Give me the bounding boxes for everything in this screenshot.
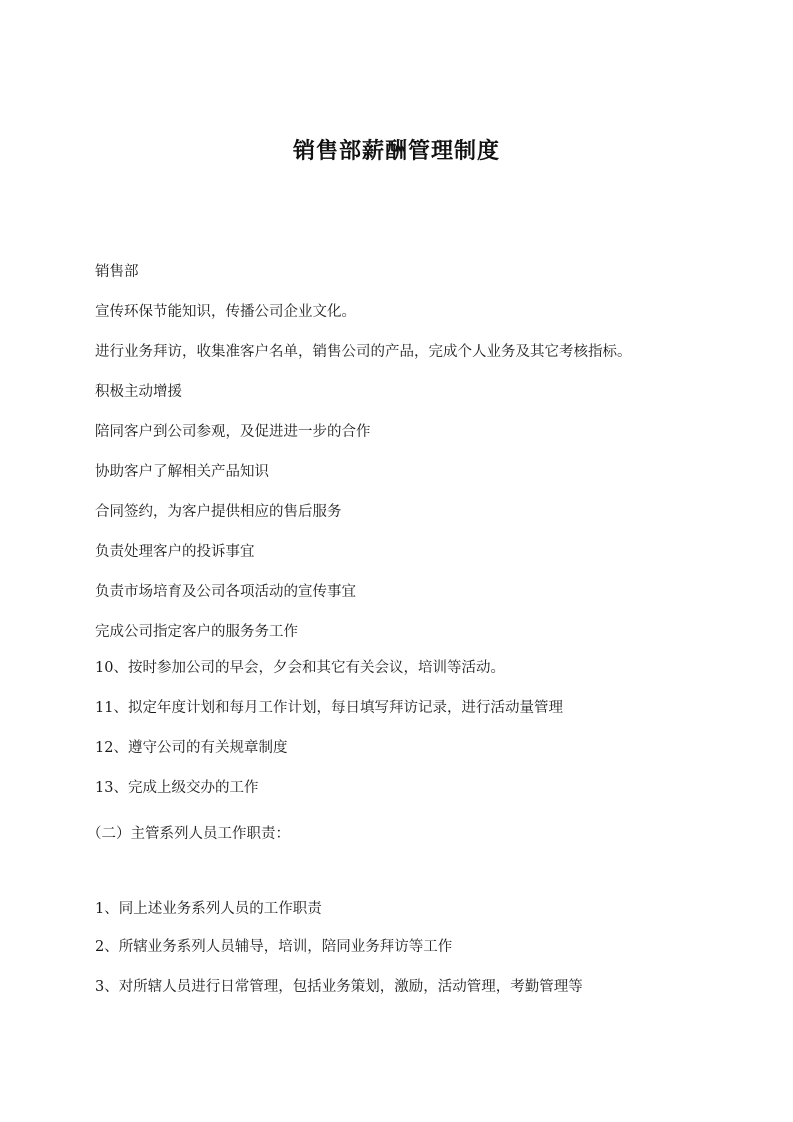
paragraph-line: 1、同上述业务系列人员的工作职责 — [95, 901, 322, 917]
paragraph-line: 3、对所辖人员进行日常管理，包括业务策划，激励，活动管理，考勤管理等 — [95, 979, 583, 995]
paragraph-line: 负责市场培育及公司各项活动的宣传事宜 — [95, 584, 356, 600]
paragraph-line: 2、所辖业务系列人员辅导，培训，陪同业务拜访等工作 — [95, 939, 453, 955]
paragraph-line: 11、拟定年度计划和每月工作计划，每日填写拜访记录，进行活动量管理 — [95, 700, 563, 716]
paragraph-line: 进行业务拜访，收集准客户名单，销售公司的产品，完成个人业务及其它考核指标。 — [95, 344, 632, 360]
paragraph-line: 12、遵守公司的有关规章制度 — [95, 740, 288, 756]
paragraph-line: 销售部 — [95, 264, 139, 280]
paragraph-line: 合同签约，为客户提供相应的售后服务 — [95, 504, 342, 520]
paragraph-line: 宣传环保节能知识，传播公司企业文化。 — [95, 304, 356, 320]
paragraph-line: 积极主动增援 — [95, 384, 182, 400]
section-heading: （二）主管系列人员工作职责： — [87, 826, 290, 842]
paragraph-line: 协助客户了解相关产品知识 — [95, 464, 269, 480]
paragraph-line: 完成公司指定客户的服务务工作 — [95, 624, 298, 640]
document-title: 销售部薪酬管理制度 — [292, 139, 500, 164]
paragraph-line: 陪同客户到公司参观，及促进进一步的合作 — [95, 424, 371, 440]
paragraph-line: 13、完成上级交办的工作 — [95, 780, 259, 796]
paragraph-line: 10、按时参加公司的早会，夕会和其它有关会议，培训等活动。 — [95, 660, 505, 676]
paragraph-line: 负责处理客户的投诉事宜 — [95, 544, 255, 560]
